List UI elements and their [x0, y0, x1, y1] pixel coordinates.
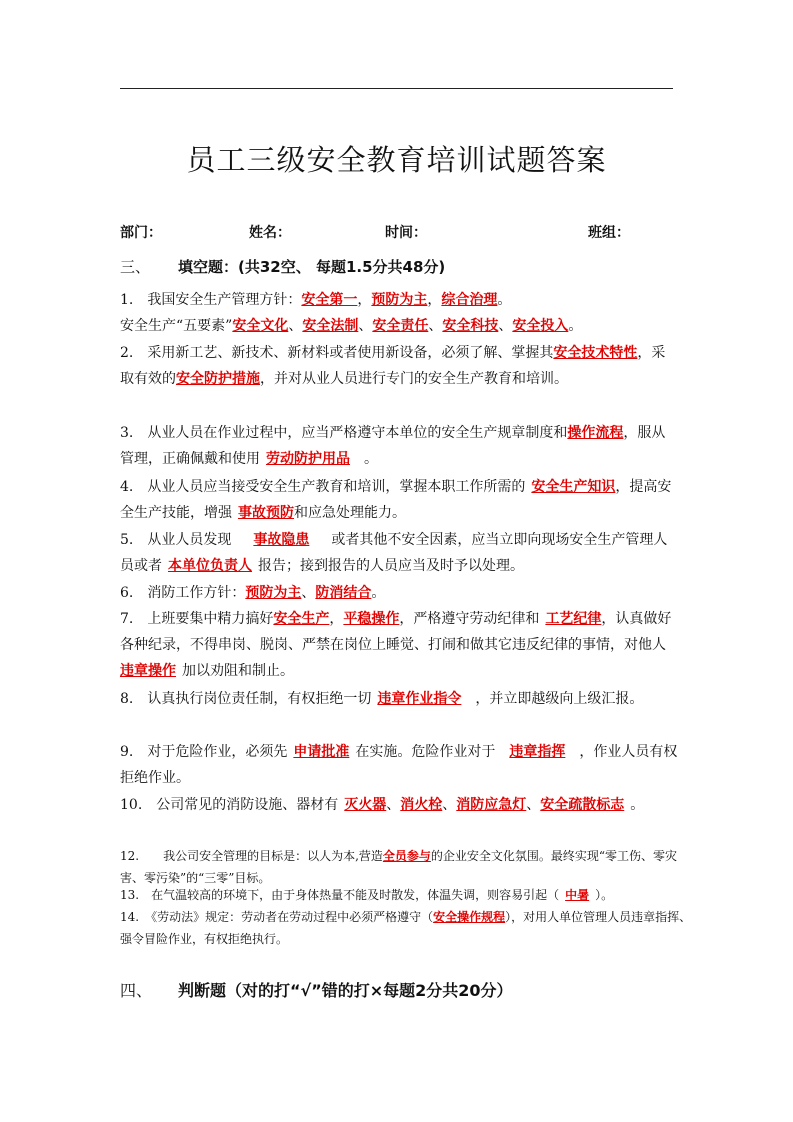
question-2	[120, 340, 678, 392]
text-segment: ，	[329, 611, 344, 627]
answer: 本单位负责人	[168, 558, 252, 574]
answer: 平稳操作	[343, 611, 400, 627]
answer: 预防为主	[245, 585, 302, 601]
question-6	[120, 580, 678, 606]
answer: 安全法制	[302, 318, 359, 334]
text-segment: ，作业人员有权拒绝作业。	[120, 744, 678, 786]
team-label: 班组：	[588, 225, 630, 241]
question-9	[120, 739, 678, 791]
answer: 安全责任	[372, 318, 429, 334]
answer: 安全科技	[442, 318, 499, 334]
text-segment: ）。	[595, 888, 614, 902]
answer: 中暑	[565, 888, 590, 902]
answer: 安全防护措施	[176, 371, 260, 387]
question-8	[120, 686, 678, 712]
question-4	[120, 474, 678, 526]
text-segment: 在实施。危险作业对于	[355, 744, 496, 760]
question-1	[120, 287, 678, 339]
text-segment: 、	[442, 797, 457, 813]
answer: 预防为主	[371, 292, 428, 308]
text-segment: ，采取有效的	[120, 345, 666, 387]
answer: 安全文化	[232, 318, 289, 334]
text-segment: 。	[364, 451, 378, 467]
text-segment: 。	[630, 797, 645, 813]
answer: 安全第一	[301, 292, 358, 308]
section-number: 三、	[120, 258, 151, 276]
answer: 消防应急灯	[456, 797, 527, 813]
text-segment: ，	[427, 292, 442, 308]
answer: 申请批准	[293, 744, 350, 760]
text-segment: 1. 我国安全生产管理方针：	[120, 292, 302, 308]
question-14	[120, 906, 700, 950]
answer: 违章指挥	[509, 744, 566, 760]
text-segment: 3. 从业人员在作业过程中，应当严格遵守本单位的安全生产规章制度和	[120, 425, 568, 441]
text-segment: 4. 从业人员应当接受安全生产教育和培训，掌握本职工作所需的	[120, 479, 526, 495]
section-3-heading	[120, 256, 445, 277]
text-segment: ，认真做好各种纪录，不得串岗、脱岗、严禁在岗位上睡觉、打闹和做其它违反纪律的事情，对他人	[120, 611, 672, 653]
answer: 安全技术特性	[553, 345, 638, 361]
answer: 安全疏散标志	[540, 797, 625, 813]
text-segment: 6. 消防工作方针：	[120, 585, 246, 601]
text-segment: 5. 从业人员发现	[120, 532, 232, 548]
answer: 操作流程	[567, 425, 624, 441]
text-segment: ，	[357, 292, 372, 308]
question-7	[120, 606, 678, 684]
text-segment: ，严格遵守劳动纪律和	[399, 611, 540, 627]
section-4-heading	[120, 978, 513, 1001]
time-label: 时间：	[385, 225, 427, 241]
question-12	[120, 845, 700, 889]
text-segment: 。	[371, 585, 386, 601]
text-segment: 9. 对于危险作业，必须先	[120, 744, 288, 760]
text-segment: 、	[386, 797, 401, 813]
page-title: 员工三级安全教育培训试题答案	[186, 143, 607, 177]
text-segment: 7. 上班要集中精力搞好	[120, 611, 274, 627]
answer: 安全操作规程	[433, 910, 506, 924]
text-segment: 安全生产“五要素”	[120, 318, 233, 334]
text-segment: ，提高安全生产技能，增强	[120, 479, 672, 521]
answer: 安全生产	[273, 611, 330, 627]
answer: 安全投入	[512, 318, 569, 334]
text-segment: 或者其他不安全因素，应当立即向现场安全生产管理人员或者	[120, 532, 668, 574]
answer: 工艺纪律	[545, 611, 602, 627]
header-rule	[120, 88, 673, 89]
answer: 防消结合	[315, 585, 372, 601]
answer: 灭火器	[344, 797, 387, 813]
text-segment: ），对用人单位管理人员违章指挥、强令冒险作业，有权拒绝执行。	[120, 910, 692, 946]
answer: 违章作业指令	[377, 691, 462, 707]
text-segment: 、	[358, 318, 373, 334]
answer: 劳动防护用品	[266, 451, 350, 467]
text-segment: 和应急处理能力。	[294, 505, 406, 521]
text-segment: 10. 公司常见的消防设施、器材有	[120, 797, 339, 813]
text-segment: 。	[497, 292, 512, 308]
text-segment: 、	[428, 318, 443, 334]
text-segment: ，服从管理，正确佩戴和使用	[120, 425, 666, 467]
text-segment: 12. 我公司安全管理的目标是：以人为本,营造	[120, 849, 383, 863]
text-segment: ，并立即越级向上级汇报。	[475, 691, 644, 707]
answer: 安全生产知识	[531, 479, 616, 495]
question-13	[120, 884, 700, 906]
answer: 消火栓	[400, 797, 443, 813]
text-segment: ，并对从业人员进行专门的安全生产教育和培训。	[260, 371, 568, 387]
text-segment: 8. 认真执行岗位责任制，有权拒绝一切	[120, 691, 372, 707]
name-label: 姓名：	[249, 225, 291, 241]
text-segment: 13. 在气温较高的环境下，由于身体热量不能及时散发，体温失调，则容易引起（	[120, 888, 560, 902]
question-5	[120, 527, 678, 579]
text-segment: 加以劝阻和制止。	[182, 663, 294, 679]
answer: 综合治理	[441, 292, 498, 308]
text-segment: 2. 采用新工艺、新技术、新材料或者使用新设备，必须了解、掌握其	[120, 345, 554, 361]
text-segment: 。	[568, 318, 583, 334]
section-title: 填空题：(共32空、 每题1.5分共48分)	[178, 258, 446, 276]
answer: 违章操作	[120, 663, 176, 679]
text-segment: 、	[301, 585, 316, 601]
text-segment: 14. 《劳动法》规定：劳动者在劳动过程中必须严格遵守（	[120, 910, 434, 924]
question-10	[120, 792, 678, 818]
text-segment: 、	[526, 797, 541, 813]
answer: 事故隐患	[253, 532, 310, 548]
text-segment: 、	[498, 318, 513, 334]
dept-label: 部门：	[120, 225, 162, 241]
question-3	[120, 420, 678, 472]
section-title: 判断题（对的打“√”错的打×每题2分共20分）	[178, 981, 513, 1000]
section-number: 四、	[120, 981, 153, 1000]
text-segment: 的企业安全文化氛围。最终实现“零工伤、零灾害、零污染”的“三零”目标。	[120, 849, 678, 885]
answer: 全员参与	[382, 849, 431, 863]
text-segment: 报告；接到报告的人员应当及时予以处理。	[258, 558, 524, 574]
text-segment: 、	[288, 318, 303, 334]
answer: 事故预防	[238, 505, 294, 521]
